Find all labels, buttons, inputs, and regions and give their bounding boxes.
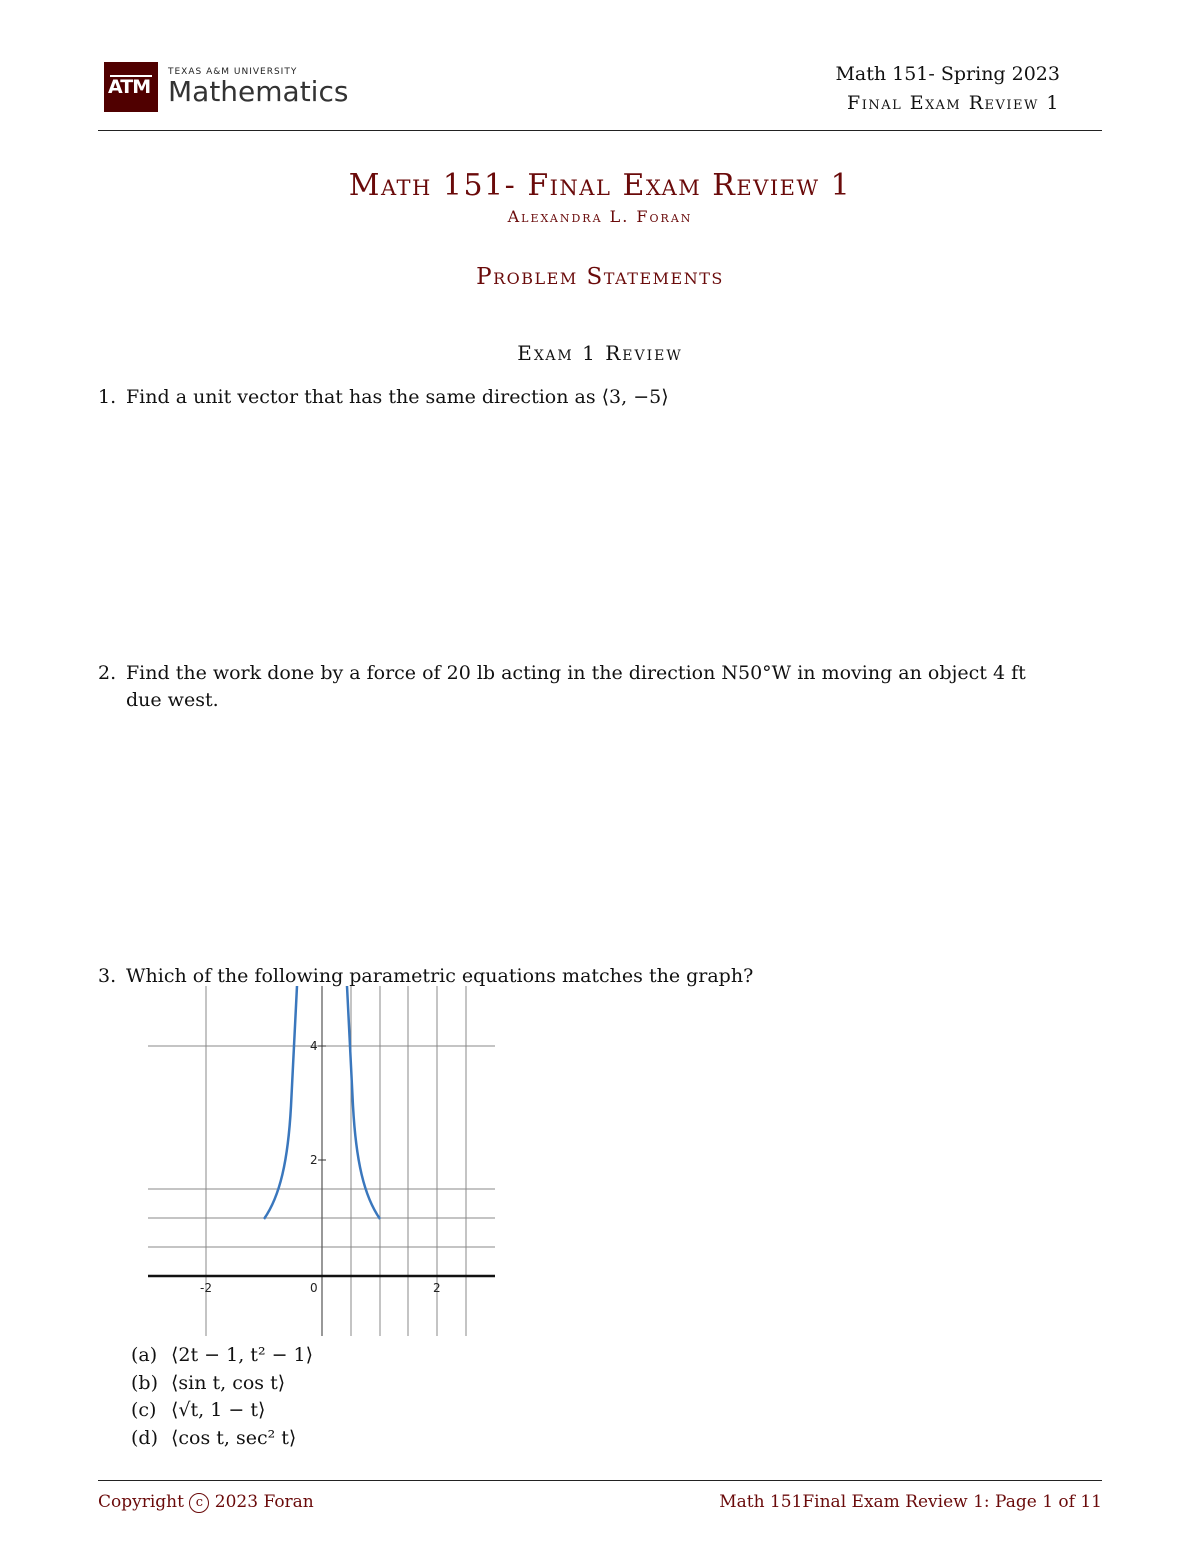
choice-d: (d) ⟨cos t, sec² t⟩ (131, 1426, 297, 1449)
problem-text: Find the work done by a force of 20 lb acting in the direction N50°W in moving an object 4 ft (126, 662, 1026, 684)
choice-b: (b) ⟨sin t, cos t⟩ (131, 1371, 286, 1394)
problem-text: Find a unit vector that has the same direction as ⟨3, −5⟩ (126, 386, 669, 408)
x-tick-label: -2 (200, 1281, 212, 1295)
answer-choices (131, 1342, 313, 1452)
parametric-graph (148, 986, 498, 1336)
y-tick-label: 2 (310, 1153, 318, 1167)
problem-number: 1. (98, 386, 117, 408)
problem-text-continued: due west. (126, 689, 219, 711)
author: Alexandra L. Foran (507, 207, 693, 226)
problem-number: 2. (98, 662, 117, 684)
problem-2 (98, 660, 1102, 714)
curve-left-branch (264, 986, 297, 1219)
logo-department: Mathematics (168, 75, 349, 108)
copyright-notice: Copyright c 2023 Foran (98, 1492, 314, 1512)
document-title: Math 151- Final Exam Review 1 (348, 168, 852, 203)
curve-right-branch (347, 986, 380, 1219)
subsection-heading: Exam 1 Review (517, 341, 683, 365)
copyright-icon: c (189, 1493, 209, 1513)
choice-c: (c) ⟨√t, 1 − t⟩ (131, 1399, 266, 1421)
problem-text: Which of the following parametric equations matches the graph? (126, 965, 754, 987)
page-info: Math 151Final Exam Review 1: Page 1 of 11 (719, 1492, 1102, 1512)
problem-number: 3. (98, 965, 117, 987)
review-line: Final Exam Review 1 (847, 92, 1060, 114)
tamu-math-logo (104, 62, 348, 112)
logo-university: TEXAS A&M UNIVERSITY (168, 67, 298, 77)
x-tick-label: 0 (310, 1281, 318, 1295)
section-heading: Problem Statements (476, 264, 724, 290)
footer-rule (98, 1480, 1102, 1481)
running-header (835, 60, 1060, 118)
x-tick-label: 2 (433, 1281, 441, 1295)
problem-1 (98, 384, 1102, 411)
atm-logo-mark: ATM (104, 62, 158, 112)
header-rule (98, 130, 1102, 131)
course-line: Math 151- Spring 2023 (835, 63, 1060, 85)
y-tick-label: 4 (310, 1039, 318, 1053)
choice-a: (a) ⟨2t − 1, t² − 1⟩ (131, 1344, 314, 1366)
